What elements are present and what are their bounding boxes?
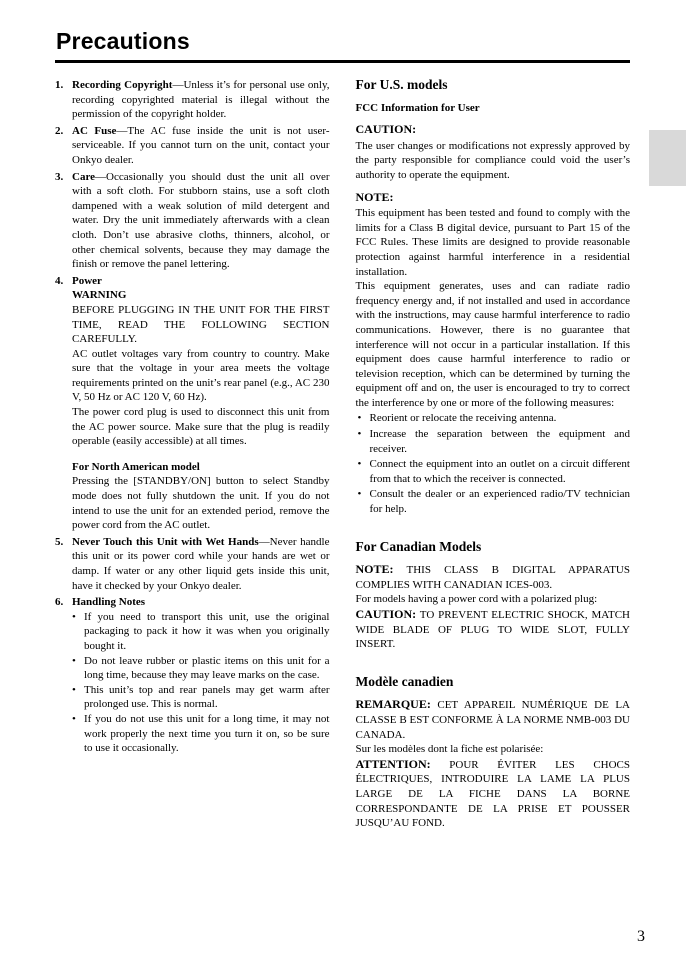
power-paragraph: Pressing the [STANDBY/ON] button to select Standby mode does not fully shutdown the unit. If you do not intend to use the unit for an extended period, remove the power cord from the AC outlet. <box>72 475 330 532</box>
item-number: 3. <box>55 170 64 183</box>
power-paragraph: AC outlet voltages vary from country to country. Make sure that the voltage in your area meets the voltage requirements printed on the unit’s rear panel (e.g., AC 230 V, 50 Hz or AC 120 V, 60 Hz). <box>72 347 330 404</box>
note-label: NOTE: <box>355 562 394 577</box>
warning-text: BEFORE PLUGGING IN THE UNIT FOR THE FIRST TIME, READ THE FOLLOWING SECTION CAREFULLY. <box>72 303 330 346</box>
caution-text: TO PREVENT ELECTRIC SHOCK, MATCH WIDE BLADE OF PLUG TO WIDE SLOT, FULLY INSERT. <box>355 609 630 651</box>
bullet-text: Increase the separation between the equipment and receiver. <box>369 428 630 455</box>
note-text: THIS CLASS B DIGITAL APPARATUS COMPLIES WITH CANADIAN ICES-003. <box>355 564 630 591</box>
content-columns <box>55 78 630 854</box>
bullet-text: If you do not use this unit for a long time, it may not work properly the next time you turn it on, so be sure to use it occasionally. <box>84 712 330 755</box>
attention-label: ATTENTION: <box>355 756 431 771</box>
warning-label: WARNING <box>72 289 127 302</box>
fcc-subheading: FCC Information for User <box>355 101 480 114</box>
item-number: 6. <box>55 596 64 609</box>
bullet-text: If you need to transport this unit, use the original packaging to pack it how it was when you originally bought it. <box>84 610 330 652</box>
item-label: Never Touch this Unit with Wet Hands <box>72 535 259 548</box>
remarque-label: REMARQUE: <box>355 697 431 712</box>
note-label: NOTE: <box>355 189 394 204</box>
bullet-text: Consult the dealer or an experienced radio/TV technician for help. <box>369 488 630 516</box>
section-heading: For Canadian Models <box>355 538 482 554</box>
bullet-text: Connect the equipment into an outlet on a circuit different from that to which the receiver is connected. <box>369 458 630 485</box>
bullet-icon <box>356 457 370 486</box>
item-number: 4. <box>55 274 64 287</box>
bullet-icon <box>356 427 370 456</box>
attention-note <box>356 757 631 831</box>
page-title: Precautions <box>56 28 190 54</box>
numbered-item-5 <box>55 535 330 593</box>
bullet-item <box>72 654 330 683</box>
us-models-section <box>356 78 631 517</box>
bullet-icon <box>356 411 370 426</box>
item-text: —Occasionally you should dust the unit all over with a soft cloth. For stubborn stains, use a soft cloth dampened with a weak solution of mild detergent and water. Dry the unit immediately afterwards with a clean cloth. Don’t use abrasive cloths, thinners, alcohol, or other chemical solvents, because they may damage the finish or remove the panel lettering. <box>72 170 330 271</box>
bullet-item <box>356 411 631 426</box>
numbered-item-3 <box>55 170 330 272</box>
item-number: 5. <box>55 535 64 548</box>
numbered-item-2 <box>55 124 330 168</box>
item-label: Handling Notes <box>72 596 146 609</box>
note-paragraph: This equipment has been tested and found to comply with the limits for a Class B digital device, pursuant to Part 15 of the FCC Rules. These limits are designed to provide reasonable protection against harmful interference in a residential installation. <box>355 207 630 278</box>
item-label: Recording Copyright <box>72 79 173 91</box>
item-text: —The AC fuse inside the unit is not user-serviceable. If you cannot turn on the unit, contact your Onkyo dealer. <box>72 124 330 166</box>
bullet-icon <box>72 683 84 712</box>
subsection-heading: For North American model <box>72 460 200 473</box>
bullet-item <box>72 610 330 654</box>
canada-caution <box>356 607 631 652</box>
section-heading: Modèle canadien <box>355 673 454 689</box>
polarized-plug-text: For models having a power cord with a polarized plug: <box>355 593 598 606</box>
numbered-item-6 <box>55 595 330 756</box>
title-rule <box>55 60 630 63</box>
left-column <box>55 78 330 854</box>
section-heading: For U.S. models <box>355 77 448 92</box>
bullet-text: Reorient or relocate the receiving antenna. <box>369 412 557 425</box>
page-number: 3 <box>637 928 645 945</box>
item-number: 1. <box>55 79 64 91</box>
bullet-item <box>356 427 631 456</box>
caution-label: CAUTION: <box>355 607 417 621</box>
item-label: AC Fuse <box>72 124 117 137</box>
bullet-item <box>356 457 631 486</box>
bullet-icon <box>72 610 84 654</box>
item-label: Care <box>72 170 96 183</box>
item-label: Power <box>72 274 102 287</box>
item-text: —Never handle this unit or its power cord while your hands are wet or damp. If water or any other liquid gets inside this unit, have it checked by your Onkyo dealer. <box>72 535 330 592</box>
bullet-text: This unit’s top and rear panels may get warm after prolonged use. This is normal. <box>84 683 330 711</box>
canadian-models-section <box>356 540 631 652</box>
bullet-item <box>356 487 631 516</box>
caution-label: CAUTION: <box>355 122 417 137</box>
canada-note <box>356 562 631 592</box>
right-column <box>356 78 631 854</box>
bullet-text: Do not leave rubber or plastic items on this unit for a long time, because they may leave marks on the case. <box>84 654 330 682</box>
numbered-item-1 <box>55 78 330 122</box>
bullet-item <box>72 683 330 712</box>
caution-text: The user changes or modifications not expressly approved by the party responsible for compliance could void the user’s authority to operate the equipment. <box>355 139 630 181</box>
power-paragraph: The power cord plug is used to disconnect this unit from the AC power source. Make sure that the plug is readily operable (easily accessible) at all times. <box>72 406 330 448</box>
note-paragraph: This equipment generates, uses and can radiate radio frequency energy and, if not installed and used in accordance with the instructions, may cause harmful interference to radio communications. However, there is no guarantee that interference will not occur in a particular installation. If this equipment does cause harmful interference to radio or television reception, which can be determined by turning the equipment off and on, the user is encouraged to try to correct the interference by one or more of the following measures: <box>355 280 630 409</box>
bullet-item <box>72 712 330 756</box>
bullet-icon <box>72 654 84 683</box>
edge-tab <box>649 130 686 186</box>
polarized-plug-text-fr: Sur les modèles dont la fiche est polarisée: <box>355 743 544 756</box>
bullet-icon <box>72 712 84 756</box>
item-text: —Unless it’s for personal use only, recording copyrighted material is illegal without the permission of the copyright holder. <box>72 79 330 121</box>
remarque-text: CET APPAREIL NUMÉRIQUE DE LA CLASSE B EST CONFORME À LA NORME NMB-003 DU CANADA. <box>355 699 630 741</box>
bullet-icon <box>356 487 370 516</box>
modele-canadien-section <box>356 675 631 831</box>
remarque-note <box>356 697 631 742</box>
numbered-item-4 <box>55 274 330 533</box>
item-number: 2. <box>55 124 64 137</box>
attention-text: POUR ÉVITER LES CHOCS ÉLECTRIQUES, INTRODUIRE LA LAME LA PLUS LARGE DE LA FICHE DANS LA BORNE CORRESPONDANTE DE LA PRISE ET POUSSER JUSQU’AU FOND. <box>355 758 630 830</box>
